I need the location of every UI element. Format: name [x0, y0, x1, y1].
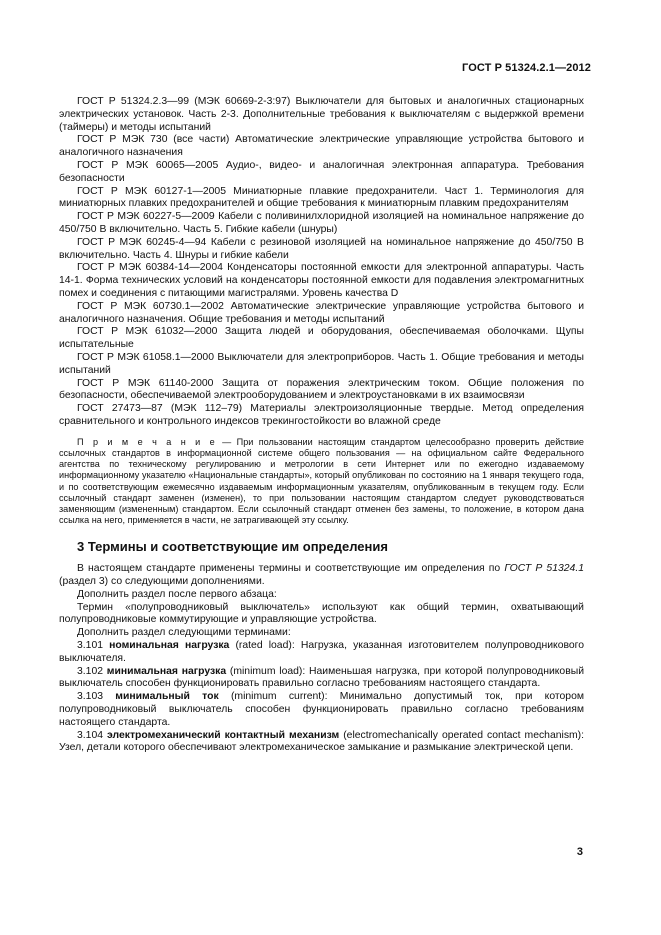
reference-item: ГОСТ Р МЭК 60384-14—2004 Конденсаторы постоянной емкости для электронной аппаратуры. Часть 14-1. Форма технических условий на конденсаторы постоянной емкости для подавления электромагнитных помех и соединения с питающими магистралями. Уровень качества D [59, 262, 584, 299]
term-number: 3.101 [77, 639, 110, 651]
reference-item: ГОСТ Р МЭК 60245-4—94 Кабели с резиновой изоляцией на номинальное напряжение до 450/750 В включительно. Часть 4. Шнуры и гибкие кабели [59, 236, 584, 261]
section-body [59, 563, 584, 755]
note-label: П р и м е ч а н и е [77, 436, 217, 447]
intro-text: В настоящем стандарте применены термины и соответствующие им определения по [77, 563, 505, 575]
reference-item: ГОСТ Р МЭК 730 (все части) Автоматические электрические управляющие устройства бытового и аналогичного назначения [59, 134, 584, 159]
intro-reference: ГОСТ Р 51324.1 [504, 563, 584, 575]
section-paragraph: Дополнить раздел следующими терминами: [77, 627, 291, 639]
reference-item: ГОСТ Р МЭК 60127-1—2005 Миниатюрные плавкие предохранители. Част 1. Терминология для миниатюрных плавких предохранителей и общие требования к миниатюрным плавким предохранителям [59, 185, 584, 210]
term-text: (rated load): Нагрузка, указанная изготовителем полупроводникового выключателя. [59, 639, 584, 664]
page-number: 3 [576, 846, 583, 858]
term-name: минимальный ток [115, 691, 219, 703]
term-text: (electromechanically operated contact mechanism): Узел, детали которого обеспечивают электромеханическое замыкание и размыкание электрической цепи. [59, 729, 585, 754]
term-definition [59, 730, 584, 756]
term-name: электромеханический контактный механизм [107, 729, 340, 741]
reference-item: ГОСТ Р МЭК 60065—2005 Аудио-, видео- и аналогичная электронная аппаратура. Требования безопасности [59, 159, 584, 184]
reference-item: ГОСТ Р МЭК 61058.1—2000 Выключатели для электроприборов. Часть 1. Общие требования и методы испытаний [59, 351, 584, 376]
term-name: минимальная нагрузка [106, 665, 227, 677]
section-paragraph: Дополнить раздел после первого абзаца: [77, 588, 277, 600]
references-list [59, 96, 584, 429]
reference-item: ГОСТ 27473—87 (МЭК 112–79) Материалы электроизоляционные твердые. Метод определения сравнительного и контрольного индексов трекингостойкости во влажной среде [59, 403, 584, 427]
page-body [59, 96, 584, 755]
section-intro [59, 563, 584, 589]
reference-item: ГОСТ Р МЭК 60730.1—2002 Автоматические электрические управляющие устройства бытового и аналогичного назначения. Общие требования и методы испытаний [59, 300, 584, 325]
term-number: 3.103 [77, 691, 116, 703]
term-number: 3.102 [77, 665, 107, 677]
term-text: (minimum current): Минимально допустимый ток, при котором полупроводниковый выключатель способен функционировать правильно согласно требованиям настоящего стандарта. [59, 691, 584, 728]
term-definition [59, 666, 584, 692]
term-text: (minimum load): Наименьшая нагрузка, при которой полупроводниковый выключатель способен функционировать правильно согласно требованиям настоящего стандарта. [59, 665, 584, 690]
reference-item: ГОСТ Р МЭК 61140-2000 Защита от поражения электрическим током. Общие положения по безопасности, обеспечиваемой электрооборудованием и электроустановками в их взаимосвязи [59, 377, 584, 402]
section-heading: 3 Термины и соответствующие им определения [77, 539, 388, 555]
term-number: 3.104 [77, 729, 108, 741]
section-paragraph: Термин «полупроводниковый выключатель» используют как общий термин, охватывающий полупроводниковые коммутирующие и управляющие устройства. [59, 601, 584, 626]
intro-text-end: (раздел 3) со следующими дополнениями. [59, 575, 265, 587]
term-definition [59, 691, 584, 729]
standard-designation: ГОСТ Р 51324.2.1—2012 [462, 62, 591, 74]
note-block [59, 437, 584, 527]
note-text: — При пользовании настоящим стандартом целесообразно проверить действие ссылочных стандартов в информационной системе общего пользования — на официальном сайте Федерального агентства по техническому регулированию и метрологии в сети Интернет или по ежегодно издаваемому информационному указателю «Национальные стандарты», который опубликован по состоянию на 1 января текущего года, и по соответствующим ежемесячно издаваемым информационным указателям, опубликованным в текущем году. Если ссылочный стандарт заменен (изменен), то при пользовании настоящим стандартом следует руководствоваться заменяющим (измененным) стандартом. Если ссылочный стандарт отменен без замены, то положение, в котором дана ссылка на него, применяется в части, не затрагивающей эту ссылку. [59, 436, 584, 526]
term-definition [59, 640, 584, 666]
reference-item: ГОСТ Р МЭК 60227-5—2009 Кабели с поливинилхлоридной изоляцией на номинальное напряжение до 450/750 В включительно. Часть 5. Гибкие кабели (шнуры) [59, 211, 584, 235]
term-name: номинальная нагрузка [109, 639, 230, 651]
reference-item: ГОСТ Р МЭК 61032—2000 Защита людей и оборудования, обеспечиваемая оболочками. Щупы испытательные [59, 326, 584, 351]
reference-item: ГОСТ Р 51324.2.3—99 (МЭК 60669-2-3:97) Выключатели для бытовых и аналогичных стационарных электрических установок. Часть 2-3. Дополнительные требования к выключателям с выдержкой времени (таймеры) и методы испытаний [59, 96, 584, 133]
